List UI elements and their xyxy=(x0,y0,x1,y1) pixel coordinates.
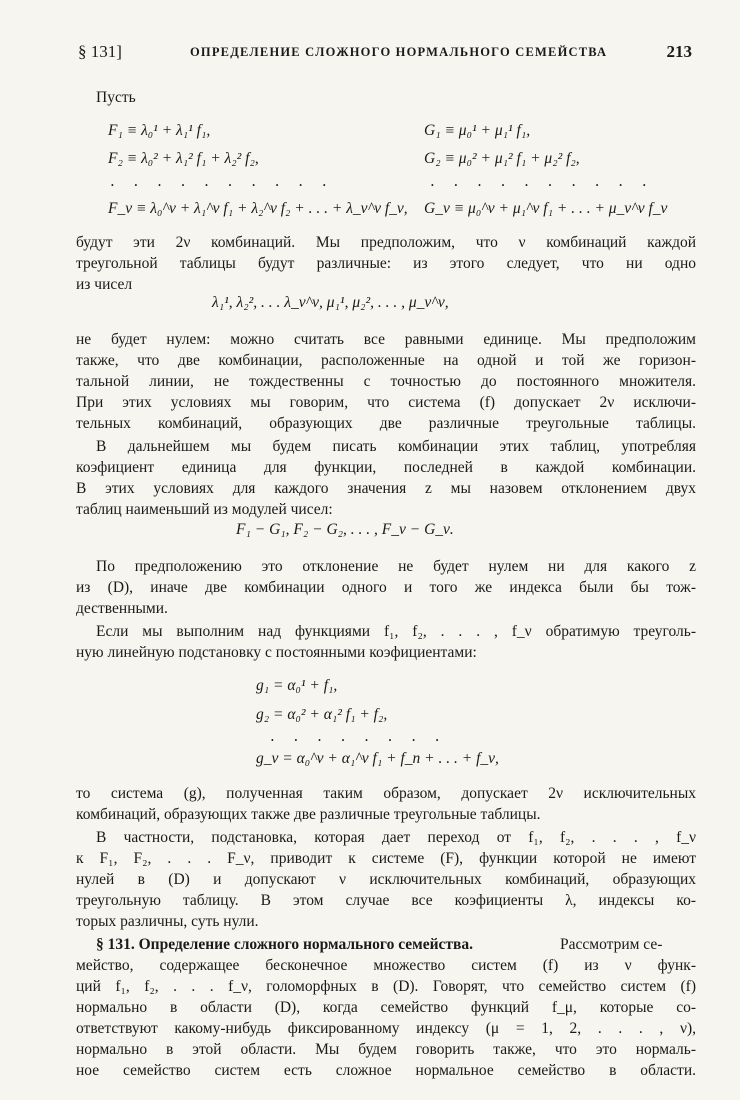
text-line: таблиц наименьший из модулей чисел: xyxy=(76,501,333,518)
text-line: Рассмотрим се- xyxy=(560,936,663,953)
text-line: коэфициент единица для функции, последней в каждой комбинации. xyxy=(76,459,696,476)
text-line: мейство, содержащее бесконечное множество систем (f) из ν функ- xyxy=(76,957,696,974)
formula-g2: g₂ = α₀² + α₁² f₁ + f₂, xyxy=(256,706,388,723)
text-line: треугольной таблицы будут различные: из этого следует, что ни одно xyxy=(76,255,696,272)
formula-g1: g₁ = α₀¹ + f₁, xyxy=(256,677,338,694)
formula-Gv: G_ν ≡ μ₀^ν + μ₁^ν f₁ + . . . + μ_ν^ν f_ν xyxy=(424,200,668,217)
text-line: ное семейство систем есть сложное нормальное семейство в области. xyxy=(76,1062,696,1079)
intro-word: Пусть xyxy=(96,89,136,106)
text-line: В дальнейшем мы будем писать комбинации этих таблиц, употребляя xyxy=(96,438,696,455)
text-line: комбинаций, образующих также две различные треугольные таблицы. xyxy=(76,806,541,823)
text-line: ций f₁, f₂, . . . f_ν, голоморфных в (D). Говорят, что семейство систем (f) xyxy=(76,978,696,995)
page-header xyxy=(78,42,692,66)
text-line: треугольную таблицу. В этом случае все коэфициенты λ, индексы ко- xyxy=(76,892,696,909)
numbers-list: λ₁¹, λ₂², . . . λ_ν^ν, μ₁¹, μ₂², . . . , μ_ν^ν, xyxy=(212,294,449,311)
header-title: ОПРЕДЕЛЕНИЕ СЛОЖНОГО НОРМАЛЬНОГО СЕМЕЙСТВА xyxy=(190,45,608,59)
formula-Fv: F_ν ≡ λ₀^ν + λ₁^ν f₁ + λ₂^ν f₂ + . . . + λ_ν^ν f_ν, xyxy=(108,200,408,217)
header-section: § 131] xyxy=(78,42,122,61)
ellipsis-g: . . . . . . . . xyxy=(270,727,447,745)
text-line: нулей в (D) и допускают ν исключительных комбинаций, образующих xyxy=(76,871,696,888)
text-line: В частности, подстановка, которая дает переход от f₁, f₂, . . . , f_ν xyxy=(96,829,696,846)
ellipsis-G: . . . . . . . . . . xyxy=(430,172,654,190)
text-line: из (D), иначе две комбинации одного и того же индекса были бы тож- xyxy=(76,579,696,596)
formula-G2: G₂ ≡ μ₀² + μ₁² f₁ + μ₂² f₂, xyxy=(424,150,580,167)
text-line: будут эти 2ν комбинаций. Мы предположим, что ν комбинаций каждой xyxy=(76,234,696,251)
differences-formula: F₁ − G₁, F₂ − G₂, . . . , F_ν − G_ν. xyxy=(236,521,454,538)
section-heading-line xyxy=(96,935,536,955)
text-line: По предположению это отклонение не будет нулем ни для какого z xyxy=(96,558,696,575)
page-number: 213 xyxy=(666,42,692,61)
text-line: из чисел xyxy=(76,276,133,293)
text-line: При этих условиях мы говорим, что система (f) допускает 2ν исключи- xyxy=(76,394,696,411)
text-line: дественными. xyxy=(76,600,168,617)
text-line: не будет нулем: можно считать все равными единице. Мы предположим xyxy=(76,331,696,348)
formula-gv: g_ν = α₀^ν + α₁^ν f₁ + f_n + . . . + f_ν, xyxy=(256,750,499,767)
text-line: тальной линии, не тождественны с точностью до постоянного множителя. xyxy=(76,373,696,390)
text-line: также, что две комбинации, расположенные на одной и той же горизон- xyxy=(76,352,696,369)
formula-G1: G₁ ≡ μ₀¹ + μ₁¹ f₁, xyxy=(424,122,531,139)
text-line: ную линейную подстановку с постоянными коэфициентами: xyxy=(76,644,477,661)
text-line: нормально в этой области. Мы будем говорить также, что это нормаль- xyxy=(76,1041,696,1058)
text-line: В этих условиях для каждого значения z мы назовем отклонением двух xyxy=(76,480,696,497)
text-line: к F₁, F₂, . . . F_ν, приводит к системе (F), функции которой не имеют xyxy=(76,850,696,867)
text-line: тельных комбинаций, образующих две различные треугольные таблицы. xyxy=(76,415,696,432)
section-heading: § 131. Определение сложного нормального семейства. xyxy=(96,936,474,953)
text-line: нормально в области (D), когда семейство функций f_μ, которые со- xyxy=(76,999,696,1016)
formula-F1: F₁ ≡ λ₀¹ + λ₁¹ f₁, xyxy=(108,122,211,139)
formula-F2: F₂ ≡ λ₀² + λ₁² f₁ + λ₂² f₂, xyxy=(108,150,259,167)
text-line: торых различны, суть нули. xyxy=(76,913,259,930)
ellipsis-F: . . . . . . . . . . xyxy=(110,172,334,190)
text-line: ответствуют какому-нибудь фиксированному индексу (μ = 1, 2, . . . , ν), xyxy=(76,1020,696,1037)
text-line: Если мы выполним над функциями f₁, f₂, . . . , f_ν обратимую треуголь- xyxy=(96,623,696,640)
text-line: то система (g), полученная таким образом, допускает 2ν исключительных xyxy=(76,785,696,802)
